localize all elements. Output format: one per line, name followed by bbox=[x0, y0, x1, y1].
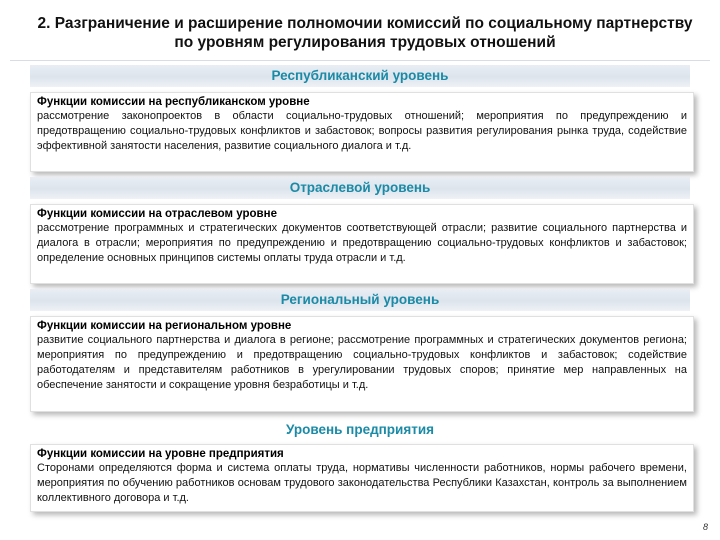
section-box-sectoral bbox=[30, 204, 694, 284]
section-heading-republican: Функции комиссии на республиканском уровне bbox=[37, 96, 310, 108]
section-box-enterprise bbox=[30, 444, 694, 512]
level-header-enterprise: Уровень предприятия bbox=[285, 422, 435, 437]
section-box-regional bbox=[30, 316, 694, 412]
divider bbox=[10, 60, 710, 61]
level-header-regional: Региональный уровень bbox=[30, 289, 690, 311]
section-text-enterprise: Сторонами определяются форма и система оплаты труда, нормативы численности работников, нормы рабочего времени, мероприятия по обучению работников основам трудового законодательства Республики Казахстан, контроль за выполнением коллективного договора и т.д. bbox=[37, 462, 687, 504]
level-header-sectoral: Отраслевой уровень bbox=[30, 177, 690, 199]
section-text-republican: рассмотрение законопроектов в области социально-трудовых отношений; мероприятия по предупреждению и предотвращению социально-трудовых конфликтов и забастовок; вопросы развития регулирования рынка труда, содействие эффективной занятости населения, развитие социального диалога и т.д. bbox=[37, 110, 687, 152]
section-text-sectoral: рассмотрение программных и стратегических документов соответствующей отрасли; развитие социального партнерства и диалога в отрасли; мероприятия по предупреждению и предотвращению социально-трудовых конфликтов и забастовок; определение основных принципов системы оплаты труда отрасли и т.д. bbox=[37, 222, 687, 264]
section-heading-sectoral: Функции комиссии на отраслевом уровне bbox=[37, 208, 277, 220]
level-header-republican: Республиканский уровень bbox=[30, 65, 690, 87]
section-heading-enterprise: Функции комиссии на уровне предприятия bbox=[37, 448, 284, 460]
section-text-regional: развитие социального партнерства и диалога в регионе; рассмотрение программных и стратегических документов региона; мероприятия по предупреждению и предотвращению социально-трудовых конфликтов и забастовок; содействие работодателям и представителям работников в урегулировании трудовых споров; принятие мер направленных на обеспечение занятости и сокращение уровня безработицы и т.д. bbox=[37, 334, 687, 391]
title-line-1: 2. Разграничение и расширение полномочии комиссий по социальному партнерству bbox=[37, 15, 693, 32]
section-heading-regional: Функции комиссии на региональном уровне bbox=[37, 320, 292, 332]
title-line-2: по уровням регулирования трудовых отношений bbox=[174, 34, 556, 51]
page-title bbox=[20, 14, 710, 52]
page-number: 8 bbox=[702, 522, 708, 532]
section-box-republican bbox=[30, 92, 694, 172]
